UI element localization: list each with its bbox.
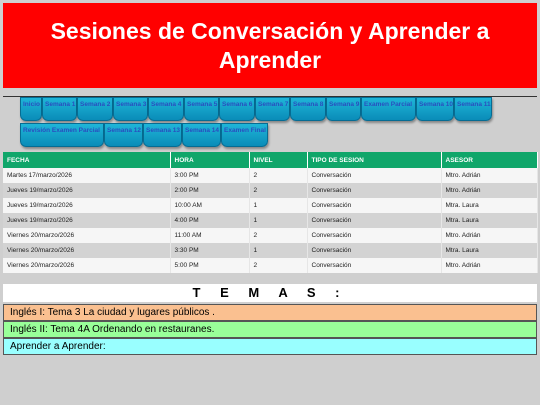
tema-ingles-1 [3, 304, 537, 321]
cell-fecha: Jueves 19/marzo/2026 [3, 183, 170, 198]
table-row [3, 168, 537, 183]
cell-nivel: 2 [249, 183, 307, 198]
tab-semana-5[interactable]: Semana 5 [184, 97, 219, 121]
cell-fecha: Viernes 20/marzo/2026 [3, 228, 170, 243]
page-banner [3, 3, 537, 88]
cell-hora: 10:00 AM [170, 198, 249, 213]
tab-revision-examen-parcial[interactable]: Revisión Examen Parcial [20, 123, 104, 147]
table-row [3, 213, 537, 228]
tab-semana-2[interactable]: Semana 2 [77, 97, 113, 121]
table-header-row [3, 152, 537, 168]
schedule-table [3, 152, 538, 273]
cell-fecha: Viernes 20/marzo/2026 [3, 243, 170, 258]
cell-fecha: Viernes 20/marzo/2026 [3, 258, 170, 273]
tab-semana-1[interactable]: Semana 1 [42, 97, 77, 121]
tab-semana-4[interactable]: Semana 4 [148, 97, 184, 121]
col-asesor: ASESOR [441, 152, 537, 168]
page-title: Sesiones de Conversación y Aprender a Aprender [50, 17, 490, 73]
cell-fecha: Jueves 19/marzo/2026 [3, 213, 170, 228]
cell-asesor: Mtra. Laura [441, 243, 537, 258]
cell-hora: 5:00 PM [170, 258, 249, 273]
table-row [3, 183, 537, 198]
tab-examen-parcial[interactable]: Examen Parcial [361, 97, 416, 121]
cell-hora: 4:00 PM [170, 213, 249, 228]
tema-text: Inglés II: Tema 4A Ordenando en restauranes. [10, 324, 215, 335]
cell-nivel: 1 [249, 213, 307, 228]
tab-semana-13[interactable]: Semana 13 [143, 123, 182, 147]
cell-nivel: 2 [249, 258, 307, 273]
cell-asesor: Mtro. Adrián [441, 168, 537, 183]
tab-semana-7[interactable]: Semana 7 [255, 97, 290, 121]
col-tipo: TIPO DE SESION [307, 152, 441, 168]
tab-semana-3[interactable]: Semana 3 [113, 97, 148, 121]
col-nivel: NIVEL [249, 152, 307, 168]
cell-asesor: Mtro. Adrián [441, 183, 537, 198]
table-row [3, 258, 537, 273]
cell-tipo: Conversación [307, 213, 441, 228]
tab-semana-8[interactable]: Semana 8 [290, 97, 326, 121]
tema-text: Inglés I: Tema 3 La ciudad y lugares públicos . [10, 307, 215, 318]
cell-nivel: 1 [249, 243, 307, 258]
cell-tipo: Conversación [307, 243, 441, 258]
cell-nivel: 2 [249, 228, 307, 243]
cell-nivel: 2 [249, 168, 307, 183]
tab-inicio[interactable]: Inicio [20, 97, 42, 121]
cell-fecha: Jueves 19/marzo/2026 [3, 198, 170, 213]
cell-hora: 11:00 AM [170, 228, 249, 243]
tema-aprender [3, 338, 537, 355]
table-row [3, 228, 537, 243]
tab-semana-9[interactable]: Semana 9 [326, 97, 361, 121]
tema-text: Aprender a Aprender: [10, 341, 106, 352]
cell-nivel: 1 [249, 198, 307, 213]
tab-semana-12[interactable]: Semana 12 [104, 123, 143, 147]
cell-fecha: Martes 17/marzo/2026 [3, 168, 170, 183]
tab-semana-10[interactable]: Semana 10 [416, 97, 454, 121]
table-row [3, 243, 537, 258]
tab-semana-11[interactable]: Semana 11 [454, 97, 492, 121]
tab-semana-14[interactable]: Semana 14 [182, 123, 221, 147]
week-tabs [20, 97, 520, 147]
cell-tipo: Conversación [307, 228, 441, 243]
tema-ingles-2 [3, 321, 537, 338]
cell-hora: 3:30 PM [170, 243, 249, 258]
cell-tipo: Conversación [307, 183, 441, 198]
cell-tipo: Conversación [307, 258, 441, 273]
tab-examen-final[interactable]: Examen Final [221, 123, 268, 147]
cell-hora: 3:00 PM [170, 168, 249, 183]
cell-asesor: Mtro. Adrián [441, 228, 537, 243]
col-hora: HORA [170, 152, 249, 168]
cell-hora: 2:00 PM [170, 183, 249, 198]
cell-asesor: Mtra. Laura [441, 213, 537, 228]
cell-asesor: Mtra. Laura [441, 198, 537, 213]
table-row [3, 198, 537, 213]
cell-asesor: Mtro. Adrián [441, 258, 537, 273]
cell-tipo: Conversación [307, 198, 441, 213]
temas-heading: T E M A S : [3, 284, 537, 302]
tab-semana-6[interactable]: Semana 6 [219, 97, 255, 121]
cell-tipo: Conversación [307, 168, 441, 183]
col-fecha: FECHA [3, 152, 170, 168]
